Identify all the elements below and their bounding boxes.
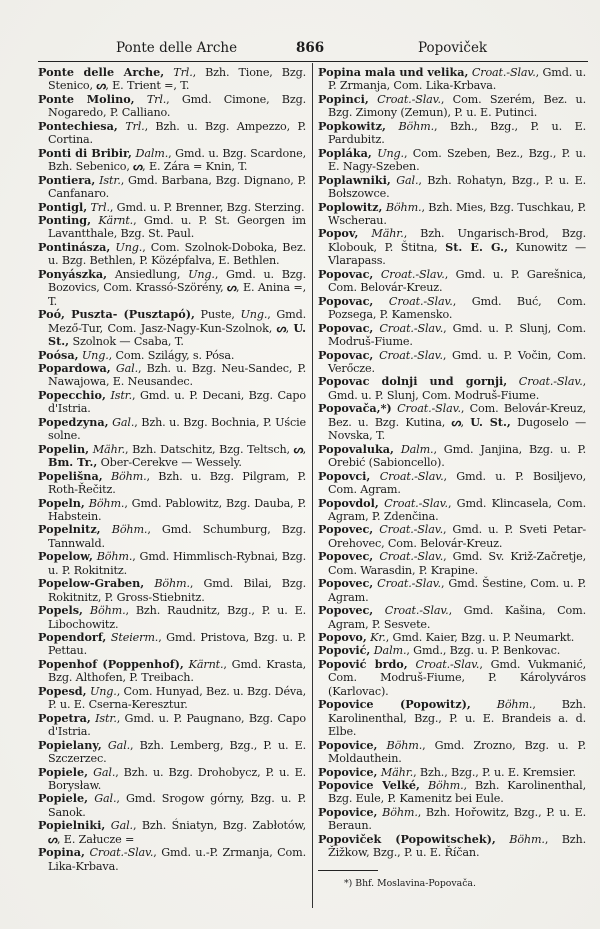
entry-details: , Com. Szolnok-Doboka, Bez. u. Bzg. Bethlen, P. Középfalva, E. Bethlen. [48, 240, 306, 268]
entry-details-rail: Dugoselo — Novska, T. [328, 415, 586, 443]
entry-details: , Gmd. Sv. Križ-Začretje, Com. Warasdin, P. Krapine. [328, 550, 586, 577]
entry-headword: Pontinásza, [38, 239, 111, 254]
entry-headword: Popelow-Graben, [38, 576, 145, 591]
gazetteer-entry [318, 523, 586, 550]
gazetteer-entry [318, 550, 586, 577]
entry-details: , Gmd. Zrozno, Bzg. u. P. Moldauthein. [328, 738, 587, 766]
gazetteer-entry [38, 268, 306, 308]
entry-details: , Gmd. u. Bzg. Bozovics, Com. Krassó-Szörény, [48, 267, 306, 295]
entry-headword: Popovdol, [318, 495, 379, 510]
entry-region: Trl. [125, 119, 145, 133]
gazetteer-entry [38, 792, 306, 819]
entry-details: , Com. Szeben, Bez., Bzg., P. u. E. Nagy-Szeben. [328, 146, 587, 174]
entry-details: , Gmd. u. P. Slunj, Com. Modruš-Fiume. [328, 321, 586, 349]
entry-headword: Popina mala und velika, [318, 65, 469, 79]
entry-region: Böhm. [427, 779, 464, 793]
entry-region: Böhm. [111, 523, 148, 537]
entry-details: , Bzh. Śniatyn, Bzg. Zabłotów, [132, 819, 306, 833]
entry-details-rail: Szolnok — Csaba, T. [69, 335, 184, 349]
entry-region: Ung. [115, 240, 143, 254]
entry-headword: Popielany, [38, 737, 102, 752]
gazetteer-entry [38, 416, 306, 443]
entry-headword: Popovec, [318, 576, 374, 591]
entry-headword: Ponyászka, [38, 266, 108, 281]
entry-details: , Bzh. Tione, Bzg. Stenico, [48, 66, 307, 93]
entry-region: Ung. [89, 684, 117, 698]
column-divider [312, 63, 313, 908]
gazetteer-entry [318, 631, 586, 644]
entry-details: , Bzh. u. Bzg. Bochnia, P. Uście solne. [48, 415, 306, 443]
entry-region: Gal. [93, 765, 116, 779]
entry-region: Ung. [377, 146, 404, 160]
entry-details: , Bzh. Žižkow, Bzg., P. u. E. Říčan. [328, 832, 586, 860]
entry-details: , Gmd. Šestine, Com. u. P. Agram. [328, 577, 586, 604]
entry-headword: Popiele, [38, 791, 89, 806]
entry-details: , Gmd. Barbana, Bzg. Dignano, P. Canfanaro. [48, 173, 307, 201]
gazetteer-entry [38, 214, 306, 241]
entry-details: , Gmd., Bzg. u. P. Benkovac. [406, 644, 561, 658]
gazetteer-entry [318, 375, 586, 402]
entry-details: , Gmd. u. P. Sveti Petar-Orehovec, Com. Belovár-Kreuz. [328, 523, 586, 550]
entry-details: , Gmd. u. P. Vočin, Com. Verőcze. [328, 348, 586, 375]
gazetteer-entry [318, 322, 586, 349]
entry-headword: Poósa, [38, 347, 79, 362]
entry-details: , Gmd. Bilai, Bzg. Rokitnitz, P. Gross-Stiebnitz. [48, 577, 306, 604]
page-number: 866 [296, 40, 325, 56]
entry-details: , Gmd. Mező-Tur, Com. Jasz-Nagy-Kun-Szolnok, [48, 308, 306, 335]
entry-region: Böhm. [509, 832, 545, 846]
gazetteer-entry [38, 550, 306, 577]
entry-region: Gal. [110, 819, 133, 833]
entry-headword: Popenhof (Poppenhof), [38, 656, 184, 671]
entry-region: Dalm. [135, 146, 169, 160]
entry-details-cont: , E. Trient =, T. [105, 79, 190, 93]
entry-details-cont: , [285, 321, 294, 335]
gazetteer-entry [38, 443, 306, 470]
gazetteer-entry [38, 308, 306, 348]
entry-region: Ung. [240, 308, 268, 322]
entry-headword: Popelišna, [38, 468, 103, 483]
gazetteer-entry [318, 402, 586, 442]
entry-headword: Popovice Velké, [318, 778, 420, 793]
entry-headword: Popović, [318, 643, 371, 658]
header-last-entry: Popoviček [418, 40, 488, 56]
entry-region: Gal. [107, 738, 131, 752]
entry-region: Böhm. [89, 604, 126, 618]
entry-headword: Popláka, [318, 145, 372, 160]
entry-region: Istr. [110, 388, 133, 402]
entry-details-cont: , E. Załucze = [56, 832, 135, 846]
gazetteer-entry [38, 631, 306, 658]
entry-details: , Gmd. Janjina, Bzg. u. P. Orebić (Sabioncello). [328, 442, 587, 470]
entry-headword: Popovec, [318, 603, 374, 618]
entry-headword: Popovo, [318, 630, 367, 645]
entry-details: , Bzh. Karolinenthal, Bzg., P. u. E. Brandeis a. d. Elbe. [328, 698, 586, 739]
entry-headword: Popina, [38, 845, 85, 860]
gazetteer-entry [38, 362, 306, 389]
gazetteer-entry [318, 93, 586, 120]
entry-details: , Bzh. Mies, Bzg. Tuschkau, P. Wscherau. [328, 200, 587, 227]
entry-headword: Popetra, [38, 710, 91, 725]
footnote-rule [318, 870, 378, 871]
entry-details: , Bzh. u. Bzg. Ampezzo, P. Cortina. [48, 119, 307, 147]
entry-headword: Popecchio, [38, 387, 106, 402]
entry-headword: Popovec, [318, 522, 374, 537]
entry-region: Böhm. [382, 805, 418, 819]
gazetteer-entry [38, 66, 306, 93]
entry-headword: Popovac dolnji und gornji, [318, 374, 508, 389]
entry-headword: Popoviček (Popowitschek), [318, 831, 496, 846]
gazetteer-entry [38, 147, 306, 174]
entry-region: Böhm. [386, 738, 423, 752]
entry-details: , Com. Belovár-Kreuz, Bez. u. Bzg. Kutina, [328, 402, 586, 429]
entry-region: Croat.-Slav. [377, 92, 441, 106]
entry-details: , Bzh. Ungarisch-Brod, Bzg. Klobouk, P. Štitna, [328, 227, 586, 254]
entry-details: , Gmd. u. P. Paugnano, Bzg. Capo d'Istria. [48, 711, 307, 739]
entry-details: , Gmd. u. P. Brenner, Bzg. Sterzing. [109, 200, 305, 214]
gazetteer-entry [38, 389, 306, 416]
gazetteer-entry [38, 201, 306, 214]
entry-headword: Popelow, [38, 549, 93, 564]
entry-details: , Gmd. Himmlisch-Rybnai, Bzg. u. P. Rokitnitz. [48, 550, 307, 577]
entry-details-cont: , E. Anina =, T. [48, 281, 306, 308]
header-rule [38, 61, 588, 62]
entry-region: Croat.-Slav. [379, 469, 444, 483]
right-column-entries [318, 66, 586, 860]
entry-headword: Popelnitz, [38, 522, 101, 537]
entry-region: Gal. [115, 361, 139, 375]
entry-details: , Gmd. u. P. Zrmanja, Com. Lika-Krbava. [328, 66, 587, 93]
entry-details: , Bzh., Bzg., P. u. E. Pardubitz. [328, 119, 586, 147]
entry-region: Croat.-Slav. [384, 604, 449, 618]
gazetteer-entry [38, 93, 306, 120]
entry-headword: Popovac, [318, 347, 374, 362]
entry-headword: Popovice, [318, 764, 378, 779]
entry-details: , Gmd. u.-P. Zrmanja, Com. Lika-Krbava. [48, 846, 307, 873]
entry-details: , Bzh. Lemberg, Bzg., P. u. E. Szczerzec. [48, 738, 306, 766]
gazetteer-entry [318, 174, 586, 201]
entry-region: Dalm. [400, 442, 434, 456]
gazetteer-entry [318, 227, 586, 267]
gazetteer-entry [38, 766, 306, 793]
entry-headword: Poó, Puszta- (Pusztapó), [38, 307, 195, 322]
gazetteer-entry [38, 577, 306, 604]
entry-headword: Ponte delle Arche, [38, 65, 165, 79]
entry-headword: Popendorf, [38, 630, 107, 645]
entry-headword: Popovac, [318, 266, 374, 281]
gazetteer-entry [318, 470, 586, 497]
entry-details: , Bzh. Hořowitz, Bzg., P. u. E. Beraun. [328, 805, 587, 833]
entry-headword: Ponte Molino, [38, 91, 135, 106]
gazetteer-entry [38, 470, 306, 497]
entry-details: , Gmd. Kašina, Com. Agram, P. Sesvete. [328, 604, 586, 631]
gazetteer-entry [318, 349, 586, 376]
entry-region: Gal. [396, 173, 419, 187]
gazetteer-entry [318, 779, 586, 806]
entry-region: Böhm. [154, 577, 190, 591]
gazetteer-entry [318, 739, 586, 766]
gazetteer-entry [318, 577, 586, 604]
entry-region: Trl. [90, 200, 110, 214]
entry-headword: Popesd, [38, 683, 87, 698]
entry-details: , Gmd. u. P. Decani, Bzg. Capo d'Istria. [48, 388, 307, 416]
gazetteer-entry [318, 120, 586, 147]
entry-region: Steierm. [110, 631, 159, 645]
entry-details-cont: , [302, 442, 306, 456]
entry-details: , Gmd. u. P. Garešnica, Com. Belovár-Kreuz. [328, 267, 586, 295]
gazetteer-entry [318, 698, 586, 738]
gazetteer-entry [38, 658, 306, 685]
entry-region: Croat.-Slav. [471, 66, 536, 79]
entry-details: , Bzh. u. Bzg. Pilgram, P. Roth-Řečitz. [48, 469, 306, 497]
gazetteer-entry [318, 147, 586, 174]
gazetteer-entry [318, 201, 586, 228]
post-office-icon: ᔕ [451, 414, 461, 429]
gazetteer-entry [38, 846, 306, 873]
entry-headword: Popardowa, [38, 360, 111, 375]
header-first-entry: Ponte delle Arche [116, 40, 238, 56]
entry-region: Croat.-Slav. [377, 577, 441, 591]
entry-details: , Com. Szerém, Bez. u. Bzg. Zimony (Zemun), P. u. E. Putinci. [328, 92, 587, 120]
entry-headword: Popovec, [318, 549, 374, 564]
entry-region: Croat.-Slav. [379, 523, 443, 537]
entry-details: , Gmd. Kaier, Bzg. u. P. Neumarkt. [385, 631, 575, 645]
entry-details: , Gmd. Pablowitz, Bzg. Dauba, P. Habstein. [48, 496, 306, 523]
entry-region: Kr. [370, 631, 386, 645]
entry-region: Trl. [173, 66, 193, 79]
entry-details: , Gmd. Srogow górny, Bzg. u. P. Sanok. [48, 792, 306, 819]
entry-details: , Gmd. Pristova, Bzg. u. P. Pettau. [48, 631, 307, 658]
entry-type: Ansiedlung, [107, 267, 189, 281]
entry-region: Croat.-Slav. [397, 402, 461, 416]
entry-details: , Gmd. Buć, Com. Pozsega, P. Kamensko. [328, 294, 587, 322]
post-office-icon: ᔕ [133, 159, 143, 174]
gazetteer-entry [38, 712, 306, 739]
running-header [34, 40, 589, 58]
entry-headword: Popovac, [318, 293, 374, 308]
entry-details: , Com. Szilágy, s. Pósa. [108, 348, 235, 362]
entry-region: Kärnt. [98, 213, 134, 227]
entry-headword: Popovci, [318, 468, 371, 483]
entry-details: , Bzh., Bzg., P. u. E. Kremsier. [413, 765, 576, 779]
entry-region: Croat.-Slav. [380, 267, 445, 281]
entry-details: , Bzh. u. Bzg. Drohobycz, P. u. E. Borysław. [48, 765, 307, 793]
entry-region: Gal. [94, 792, 117, 806]
railway-station-label: U. St., [48, 320, 306, 349]
entry-region: Istr. [99, 173, 121, 187]
entry-details: , Gmd. Cimone, Bzg. Nogaredo, P. Calliano. [48, 92, 307, 120]
gazetteer-entry [38, 604, 306, 631]
gazetteer-entry [38, 819, 306, 846]
entry-headword: Popeln, [38, 495, 85, 510]
entry-details: , Gmd. u. P. St. Georgen im Lavantthale, Bzg. St. Paul. [48, 213, 306, 241]
entry-details: , Bzh. Karolinenthal, Bzg. Eule, P. Kamenitz bei Eule. [328, 779, 587, 806]
entry-details: , Com. Hunyad, Bez. u. Bzg. Déva, P. u. E. Cserna-Keresztur. [48, 684, 307, 712]
entry-details: , Gmd. u. Bzg. Scardone, Bzh. Sebenico, [48, 146, 307, 174]
right-column [318, 66, 586, 890]
post-office-icon: ᔕ [96, 78, 106, 93]
gazetteer-entry [318, 604, 586, 631]
entry-headword: Popović brdo, [318, 656, 408, 671]
entry-region: Croat.-Slav. [518, 375, 583, 389]
entry-headword: Poplawniki, [318, 172, 391, 187]
entry-region: Ung. [81, 348, 109, 362]
gazetteer-entry [38, 497, 306, 524]
entry-details: , Gmd. Krasta, Bzg. Althofen, P. Treibach. [48, 657, 306, 685]
entry-region: Croat.-Slav. [415, 657, 480, 671]
entry-headword: Popkowitz, [318, 118, 386, 133]
entry-region: Istr. [95, 711, 117, 725]
gazetteer-entry [38, 120, 306, 147]
railway-station-label: U. St., [470, 414, 511, 429]
entry-region: Mähr. [92, 442, 126, 456]
entry-details-rail: Kunowitz — Vlarapass. [328, 240, 586, 268]
railway-station-label: St. E. G., [445, 239, 508, 254]
railway-station-label: Bm. Tr., [48, 455, 98, 470]
entry-headword: Popovice, [318, 737, 378, 752]
entry-headword: Ponting, [38, 212, 91, 227]
entry-type: Puste, [194, 308, 241, 322]
entry-headword: Pontigl, [38, 199, 88, 214]
gazetteer-entry [318, 497, 586, 524]
entry-details: , Bzh. u. Bzg. Neu-Sandec, P. Nawajowa, E. Neusandec. [48, 361, 307, 389]
entry-headword: Popelin, [38, 441, 90, 456]
entry-headword: Popels, [38, 603, 83, 618]
entry-region: Böhm. [496, 698, 533, 712]
entry-details-rail: Ober-Cerekve — Wessely. [97, 456, 242, 470]
entry-region: Böhm. [88, 496, 125, 510]
entry-details: , Gmd. u. P. Bosiljevo, Com. Agram. [328, 469, 587, 497]
entry-headword: Pontechiesa, [38, 118, 118, 133]
gazetteer-entry [38, 685, 306, 712]
gazetteer-entry [318, 268, 586, 295]
left-column [38, 66, 306, 873]
entry-region: Böhm. [110, 469, 147, 483]
entry-details: , Gmd. Klincasela, Com. Agram, P. Zdenčina. [328, 496, 586, 523]
entry-details: , Gmd. Vukmanić, Com. Modruš-Fiume, P. Károlyváros (Karlovac). [328, 657, 587, 698]
entry-headword: Popovaluka, [318, 441, 394, 456]
gazetteer-entry [318, 644, 586, 657]
gazetteer-entry [38, 523, 306, 550]
gazetteer-entry [38, 174, 306, 201]
post-office-icon: ᔕ [276, 320, 286, 335]
entry-headword: Popiele, [38, 764, 89, 779]
entry-region: Böhm. [385, 200, 422, 214]
gazetteer-entry [318, 66, 586, 93]
entry-headword: Popovice, [318, 804, 378, 819]
entry-headword: Popovice (Popowitz), [318, 697, 471, 712]
entry-region: Gal. [112, 415, 135, 429]
entry-details-cont: , [460, 415, 471, 429]
entry-region: Dalm. [373, 644, 407, 658]
entry-headword: Popedzyna, [38, 414, 109, 429]
entry-headword: Popovac, [318, 320, 374, 335]
entry-details: , Gmd. u. P. Slunj, Com. Modruš-Fiume. [328, 375, 587, 402]
entry-region: Croat.-Slav. [379, 321, 444, 335]
entry-headword: Pontiera, [38, 172, 96, 187]
entry-headword: Popielniki, [38, 818, 106, 833]
entry-headword: Poplowitz, [318, 199, 383, 214]
entry-region: Trl. [146, 92, 167, 106]
gazetteer-entry [38, 349, 306, 362]
post-office-icon: ᔕ [48, 831, 57, 846]
entry-headword: Popovača,*) [318, 401, 392, 416]
gazetteer-entry [318, 295, 586, 322]
entry-region: Mähr. [380, 765, 414, 779]
gazetteer-entry [318, 806, 586, 833]
entry-region: Böhm. [398, 119, 435, 133]
entry-region: Croat.-Slav. [89, 846, 154, 860]
entry-details-cont: , E. Zára = Knin, T. [142, 160, 248, 174]
entry-region: Croat.-Slav. [379, 348, 443, 362]
entry-region: Kärnt. [188, 657, 224, 671]
gazetteer-entry [318, 658, 586, 698]
gazetteer-entry [318, 443, 586, 470]
gazetteer-entry [318, 833, 586, 860]
entry-region: Böhm. [96, 550, 133, 564]
entry-region: Mähr. [371, 227, 404, 241]
gazetteer-entry [318, 766, 586, 779]
entry-region: Croat.-Slav. [388, 294, 453, 308]
entry-headword: Popov, [318, 226, 359, 241]
entry-region: Croat.-Slav. [384, 496, 448, 510]
entry-details: , Gmd. Schumburg, Bzg. Tannwald. [48, 523, 307, 550]
gazetteer-entry [38, 739, 306, 766]
footnote: *) Bhf. Moslavina-Popovača. [344, 877, 476, 889]
post-office-icon: ᔕ [293, 441, 303, 456]
gazetteer-entry [38, 241, 306, 268]
entry-details: , Bzh. Raudnitz, Bzg., P. u. E. Libochowitz. [48, 604, 306, 631]
post-office-icon: ᔕ [227, 280, 237, 295]
entry-details: , Bzh. Datschitz, Bzg. Teltsch, [125, 442, 294, 456]
entry-region: Croat.-Slav. [379, 550, 444, 564]
entry-headword: Popinci, [318, 91, 369, 106]
entry-headword: Ponti di Bribir, [38, 145, 132, 160]
entry-region: Ung. [188, 267, 215, 281]
entry-details: , Bzh. Rohatyn, Bzg., P. u. E. Bołszowce. [328, 173, 587, 201]
